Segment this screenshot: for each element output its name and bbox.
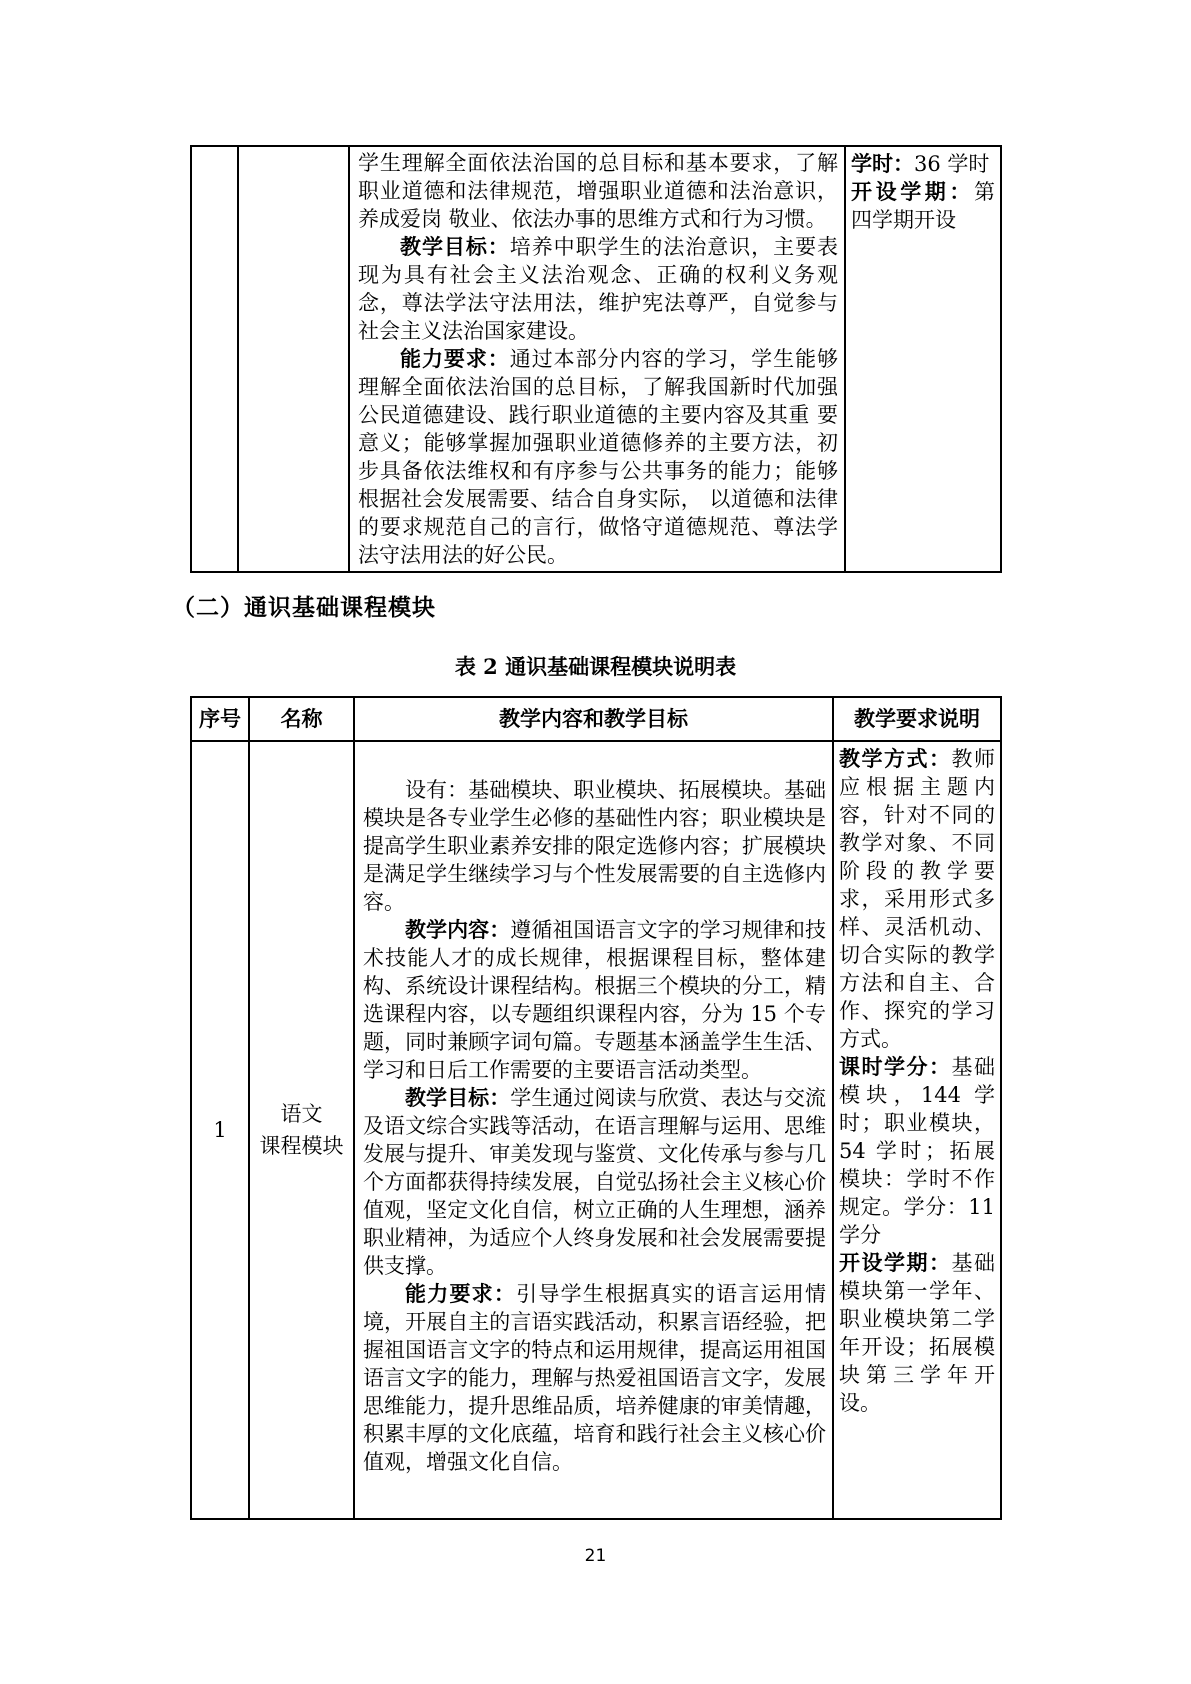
paragraph: 教学内容：遵循祖国语言文字的学习规律和技术技能人才的成长规律，根据课程目标，整体建构、系统设计课程结构。根据三个模块的分工，精选课程内容，以专题组织课程内容，分为 15 个专题，同时兼顾字词句篇。专题基本涵盖学生生活、学习和日后工作需要的主要语言活动类型。 [363,917,827,1082]
paragraph: 教学方式：教师应根据主题内容，针对不同的教学对象、不同阶段的教学要求，采用形式多样、灵活机动、切合实际的教学方法和自主、合作、探究的学习方式。 [839,746,995,1051]
table-row [191,741,1001,1519]
name-line: 语文 [280,1102,323,1126]
paragraph: 开设学期：第四学期开设 [851,179,995,232]
teaching-content-cell [354,741,833,1519]
paragraph: 能力要求：通过本部分内容的学习，学生能够理解全面依法治国的总目标，了解我国新时代加强公民道德建设、践行职业道德的主要内容及其重 要意义；能够掌握加强职业道德修养的主要方法，初步具备依法维权和有序参与公共事务的能力；能够根据社会发展需要、结合自身实际， 以道德和法律的要求规范自己的言行，做恪守道德规范、尊法学法守法用法的好公民。 [358,346,839,567]
section-heading: （二）通识基础课程模块 [172,594,436,621]
course-name-cell-empty [238,146,349,572]
course-name-cell [249,741,354,1519]
teaching-requirements-cell [845,146,1001,572]
table-row [191,146,1001,572]
paragraph: 教学目标：学生通过阅读与欣赏、表达与交流及语文综合实践等活动，在语言理解与运用、思维发展与提升、审美发现与鉴赏、文化传承与参与几个方面都获得持续发展，自觉弘扬社会主义核心价值观，坚定文化自信，树立正确的人生理想，涵养职业精神，为适应个人终身发展和社会发展需要提供支撑。 [363,1085,827,1278]
paragraph: 开设学期：基础模块第一学年、职业模块第二学年开设；拓展模块第三学年开设。 [839,1250,995,1415]
table2-title: 表 2 通识基础课程模块说明表 [454,654,737,679]
table-header-row [191,697,1001,741]
header-cell-name: 名称 [249,697,354,741]
teaching-content-cell [349,146,845,572]
teaching-requirements-cell [833,741,1001,1519]
paragraph: 能力要求：引导学生根据真实的语言运用情境，开展自主的言语实践活动，积累言语经验，把握祖国语言文字的特点和运用规律，提高运用祖国语言文字的能力，理解与热爱祖国语言文字，发展思维能力，提升思维品质，培养健康的审美情趣，积累丰厚的文化底蕴，培育和践行社会主义核心价值观，增强文化自信。 [363,1281,827,1474]
paragraph: 设有：基础模块、职业模块、拓展模块。基础模块是各专业学生必修的基础性内容；职业模块是提高学生职业素养安排的限定选修内容；扩展模块是满足学生继续学习与个性发展需要的自主选修内容。 [363,778,826,914]
row-index-cell: 1 [191,741,249,1519]
header-cell-content: 教学内容和教学目标 [354,697,833,741]
paragraph: 学时：36 学时 [851,151,990,176]
paragraph: 课时学分：基础模块，144 学时；职业模块，54 学时；拓展模块：学时不作规定。学分：11 学分 [839,1054,995,1247]
continued-course-table [190,145,1002,573]
row-index-cell-empty [191,146,238,572]
page-number: 21 [584,1546,607,1566]
name-line: 课程模块 [259,1134,344,1158]
paragraph: 学生理解全面依法治国的总目标和基本要求，了解职业道德和法律规范，增强职业道德和法治意识，养成爱岗 敬业、依法办事的思维方式和行为习惯。 [358,151,838,231]
paragraph: 教学目标：培养中职学生的法治意识，主要表现为具有社会主义法治观念、正确的权利义务观念，尊法学法守法用法，维护宪法尊严，自觉参与社会主义法治国家建设。 [358,234,839,343]
header-cell-index: 序号 [191,697,249,741]
header-cell-requirements: 教学要求说明 [833,697,1001,741]
general-basic-courses-table [190,696,1002,1520]
